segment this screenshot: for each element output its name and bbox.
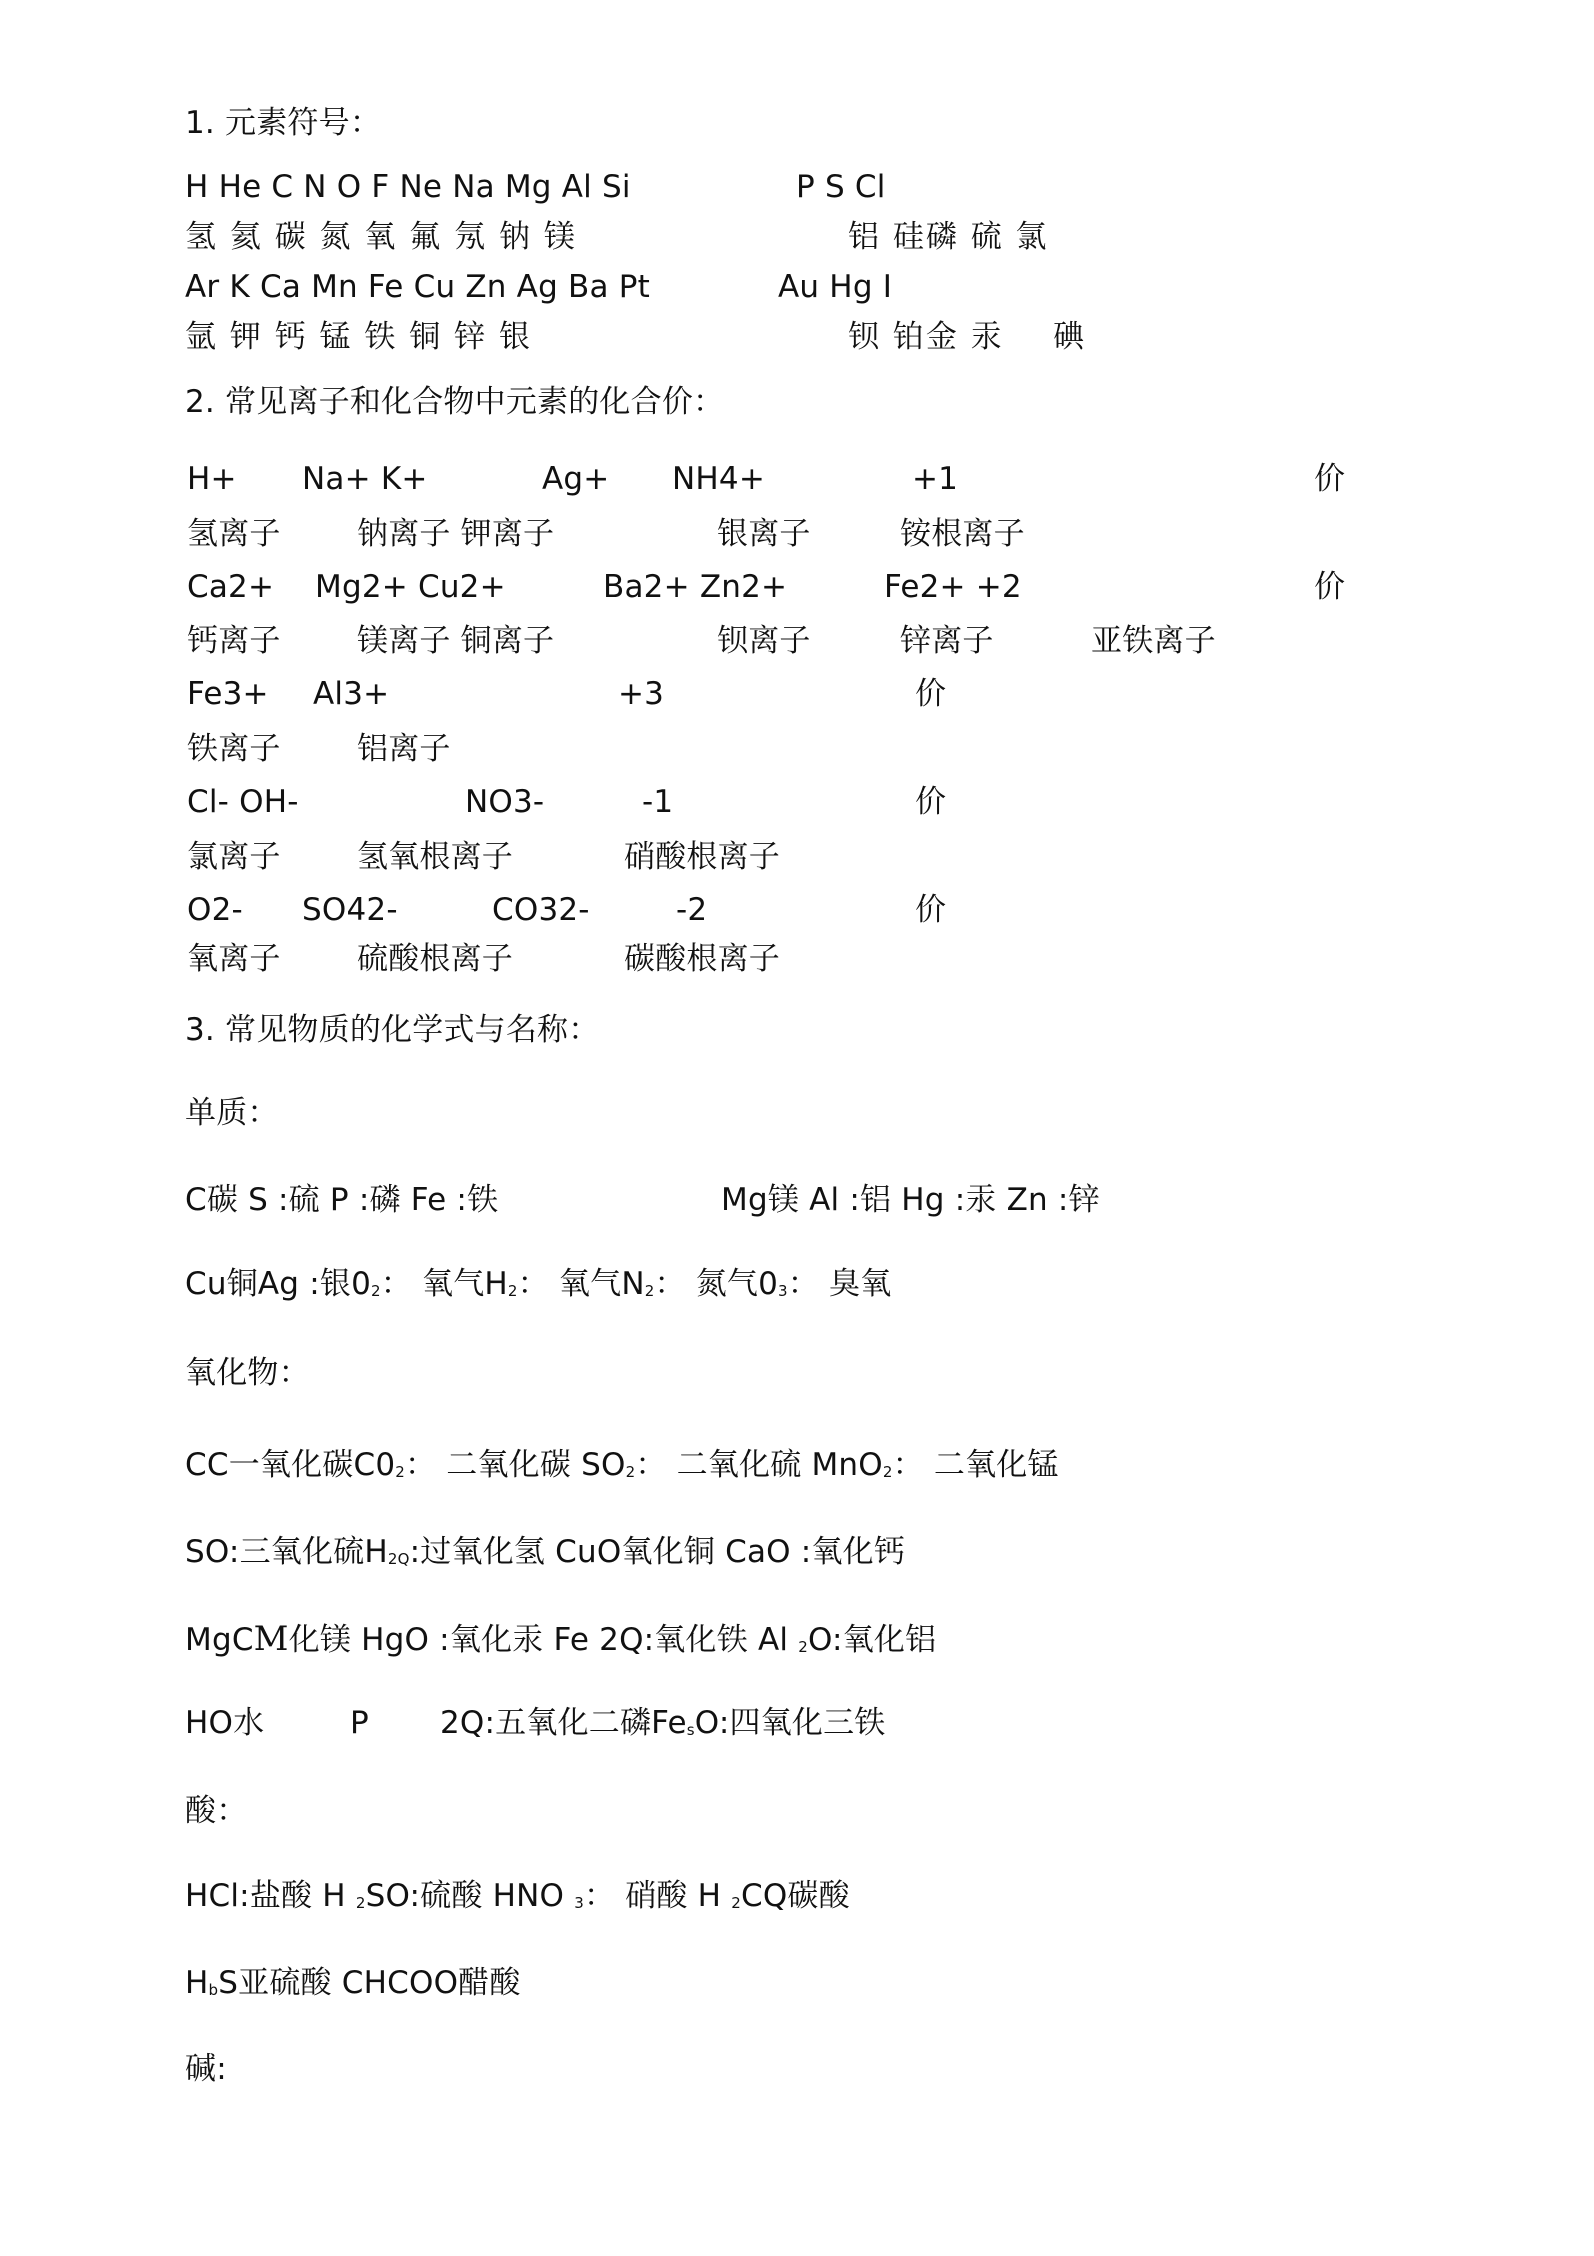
ion-na-k: Na+ K+ [302, 461, 428, 497]
section1-title: 1. 元素符号： [185, 105, 382, 141]
valence-unit-1: 价 [1314, 461, 1346, 497]
ion-mg-cu: Mg2+ Cu2+ [315, 569, 506, 605]
oxides-heading: 氧化物： [185, 1355, 310, 1391]
name-cl-ion: 氯离子 [187, 839, 281, 875]
elements-heading: 单质： [185, 1095, 279, 1131]
ion-ba-zn: Ba2+ Zn2+ [603, 569, 788, 605]
elements-line1-b: Mg镁 Al :铝 Hg :汞 Zn :锌 [721, 1182, 1100, 1218]
ion-so4: SO42- [302, 892, 398, 928]
name-so4-ion: 硫酸根离子 [357, 941, 513, 977]
valence-plus1: +1 [912, 461, 959, 497]
valence-unit-4: 价 [915, 784, 947, 820]
ion-o2: O2- [187, 892, 243, 928]
element-symbols-row1-b: P S Cl [796, 169, 886, 205]
name-no3-ion: 硝酸根离子 [624, 839, 780, 875]
ion-fe3: Fe3+ [187, 676, 269, 712]
name-co3-ion: 碳酸根离子 [624, 941, 780, 977]
name-ag-ion: 银离子 [717, 516, 811, 552]
name-zn-ion: 锌离子 [900, 623, 994, 659]
name-fe3-ion: 铁离子 [187, 731, 281, 767]
ion-no3: NO3- [465, 784, 545, 820]
name-fe2-ion: 亚铁离子 [1091, 623, 1216, 659]
bases-heading: 碱: [185, 2051, 227, 2087]
ion-fe2-valence: Fe2+ +2 [884, 569, 1022, 605]
oxides-line4-b: P [350, 1705, 369, 1741]
ion-ag: Ag+ [542, 461, 610, 497]
acids-heading: 酸： [185, 1793, 248, 1829]
valence-plus3: +3 [618, 676, 665, 712]
elements-line1-a: C碳 S :硫 P :磷 Fe :铁 [185, 1182, 499, 1218]
acids-line1: HCl:盐酸 H 2SO:硫酸 HNO 3： 硝酸 H 2CQ碳酸 [185, 1878, 850, 1914]
ion-co3: CO32- [492, 892, 590, 928]
name-ba-ion: 钡离子 [717, 623, 811, 659]
ion-al3: Al3+ [313, 676, 390, 712]
name-mg-cu-ion: 镁离子 铜离子 [357, 623, 555, 659]
ion-cl-oh: Cl- OH- [187, 784, 299, 820]
oxides-line2: SO:三氧化硫H2Q:过氧化氢 CuO氧化铜 CaO :氧化钙 [185, 1534, 906, 1570]
element-names-row1-b: 铝 硅磷 硫 氯 [848, 219, 1049, 255]
element-names-row2-a: 氩 钾 钙 锰 铁 铜 锌 银 [185, 319, 532, 355]
element-symbols-row2-a: Ar K Ca Mn Fe Cu Zn Ag Ba Pt [185, 269, 650, 305]
oxides-line4-a: HO水 [185, 1705, 265, 1741]
valence-unit-3: 价 [915, 676, 947, 712]
name-h-ion: 氢离子 [187, 516, 281, 552]
oxides-line4-c: 2Q:五氧化二磷FesO:四氧化三铁 [440, 1705, 886, 1741]
element-symbols-row2-b: Au Hg I [778, 269, 893, 305]
name-na-k-ion: 钠离子 钾离子 [357, 516, 555, 552]
valence-unit-2: 价 [1314, 569, 1346, 605]
element-symbols-row1-a: H He C N O F Ne Na Mg Al Si [185, 169, 631, 205]
valence-minus2: -2 [676, 892, 708, 928]
element-names-row1-a: 氢 氦 碳 氮 氧 氟 氖 钠 镁 [185, 219, 577, 255]
valence-minus1: -1 [642, 784, 674, 820]
elements-line2: Cu铜Ag :银02： 氧气H2： 氧气N2： 氮气03： 臭氧 [185, 1266, 892, 1302]
name-ca-ion: 钙离子 [187, 623, 281, 659]
name-al3-ion: 铝离子 [357, 731, 451, 767]
oxides-line3: MgCM化镁 HgO :氧化汞 Fe 2Q:氧化铁 Al 2O:氧化铝 [185, 1619, 937, 1659]
name-oh-ion: 氢氧根离子 [357, 839, 513, 875]
name-o2-ion: 氧离子 [187, 941, 281, 977]
element-names-row2-c: 碘 [1053, 319, 1085, 355]
ion-ca: Ca2+ [187, 569, 275, 605]
section3-title: 3. 常见物质的化学式与名称： [185, 1012, 600, 1048]
ion-h: H+ [187, 461, 237, 497]
name-nh4-ion: 铵根离子 [900, 516, 1025, 552]
oxides-line1: CC一氧化碳C02： 二氧化碳 SO2： 二氧化硫 MnO2： 二氧化锰 [185, 1447, 1059, 1483]
section2-title: 2. 常见离子和化合物中元素的化合价： [185, 384, 725, 420]
acids-line2: HbS亚硫酸 CHCOO醋酸 [185, 1965, 521, 2001]
element-names-row2-b: 钡 铂金 汞 [848, 319, 1004, 355]
valence-unit-5: 价 [915, 892, 947, 928]
ion-nh4: NH4+ [672, 461, 765, 497]
